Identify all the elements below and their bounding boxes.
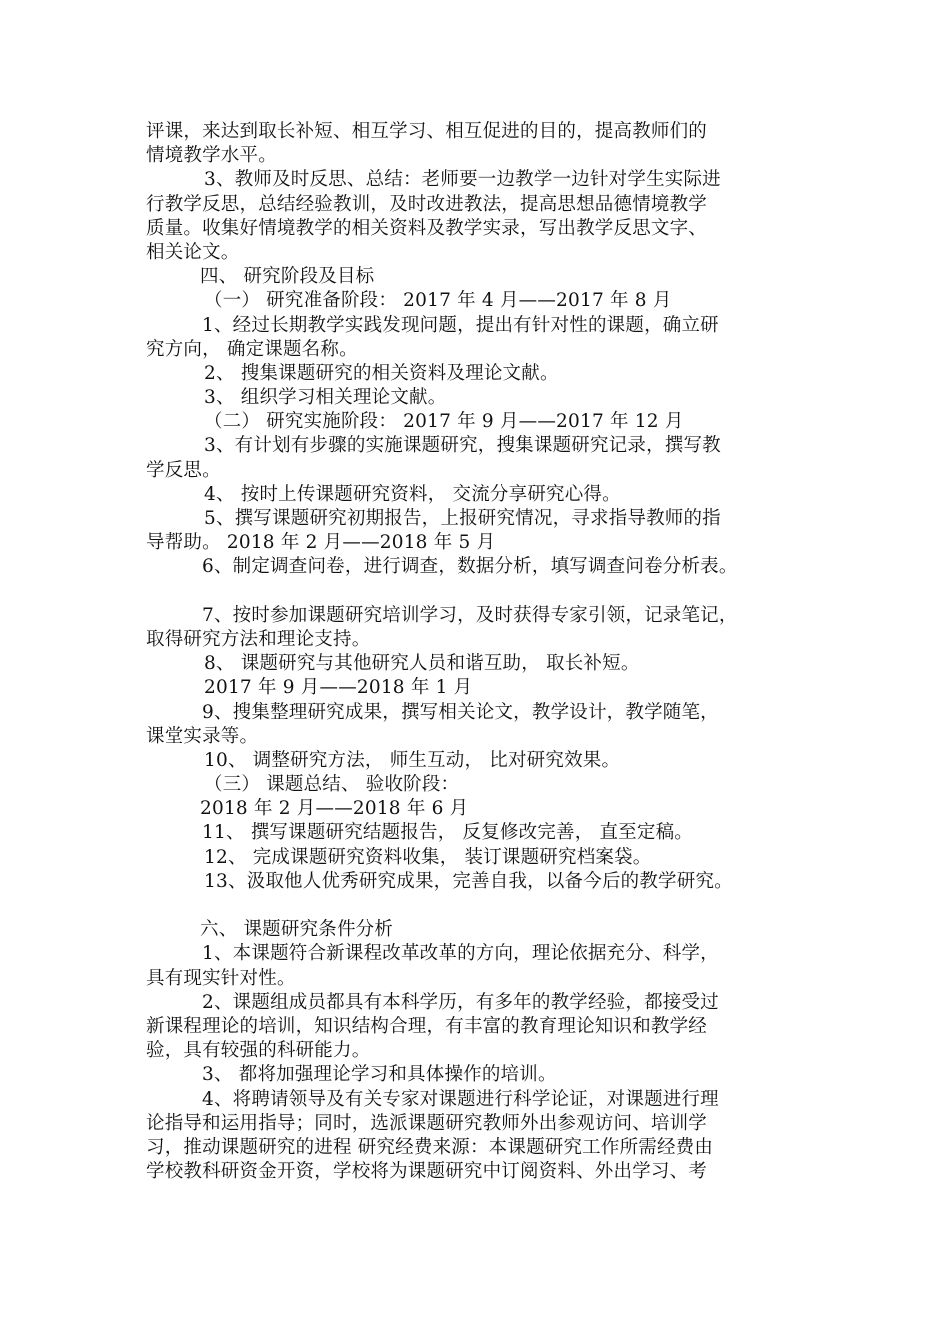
document-line: 3、 都将加强理论学习和具体操作的培训。 bbox=[202, 1064, 557, 1086]
document-line: 2、课题组成员都具有本科学历，有多年的教学经验，都接受过 bbox=[202, 991, 719, 1013]
document-line: 1、本课题符合新课程改革改革的方向，理论依据充分、科学， bbox=[202, 943, 719, 965]
document-line: 2、 搜集课题研究的相关资料及理论文献。 bbox=[204, 362, 559, 384]
document-line bbox=[146, 580, 836, 604]
document-line: 情境教学水平。 bbox=[146, 145, 277, 167]
document-line: 论指导和运用指导；同时，选派课题研究教师外出参观访问、培训学 bbox=[146, 1112, 708, 1134]
document-line: 6、制定调查问卷，进行调查，数据分析，填写调查问卷分析表。 bbox=[202, 556, 738, 578]
document-line: 1、经过长期教学实践发现问题，提出有针对性的课题，确立研 bbox=[202, 314, 719, 336]
document-line: 相关论文。 bbox=[146, 241, 240, 263]
document-line: 2018 年 2 月——2018 年 6 月 bbox=[200, 798, 469, 820]
document-line: 7、按时参加课题研究培训学习，及时获得专家引领，记录笔记， bbox=[202, 604, 738, 626]
document-line: 六、 课题研究条件分析 bbox=[200, 919, 394, 941]
document-line: 取得研究方法和理论支持。 bbox=[146, 628, 371, 650]
document-line: 四、 研究阶段及目标 bbox=[200, 266, 375, 288]
document-line: 课堂实录等。 bbox=[146, 725, 259, 747]
document-line: 质量。收集好情境教学的相关资料及教学实录，写出教学反思文字、 bbox=[146, 217, 708, 239]
document-line: 3、教师及时反思、总结：老师要一边教学一边针对学生实际进 bbox=[204, 169, 721, 191]
document-line: 评课，来达到取长补短、相互学习、相互促进的目的，提高教师们的 bbox=[146, 121, 708, 142]
document-line: 学反思。 bbox=[146, 459, 221, 481]
document-line: （二） 研究实施阶段： 2017 年 9 月——2017 年 12 月 bbox=[204, 411, 684, 433]
document-line: （三） 课题总结、 验收阶段： bbox=[204, 774, 460, 796]
document-line: 习，推动课题研究的进程 研究经费来源：本课题研究工作所需经费由 bbox=[146, 1136, 714, 1158]
document-line: 新课程理论的培训，知识结构合理，有丰富的教育理论知识和教学经 bbox=[146, 1015, 708, 1037]
document-line: 具有现实针对性。 bbox=[146, 967, 296, 989]
document-line: 4、 按时上传课题研究资料， 交流分享研究心得。 bbox=[204, 483, 621, 505]
document-line: 5、撰写课题研究初期报告，上报研究情况，寻求指导教师的指 bbox=[204, 508, 721, 529]
document-line: （一） 研究准备阶段： 2017 年 4 月——2017 年 8 月 bbox=[204, 290, 672, 312]
document-line: 11、 撰写课题研究结题报告， 反复修改完善， 直至定稿。 bbox=[202, 822, 693, 844]
document-body bbox=[146, 120, 836, 1184]
document-line: 导帮助。 2018 年 2 月——2018 年 5 月 bbox=[146, 532, 496, 554]
document-line: 3、 组织学习相关理论文献。 bbox=[204, 387, 447, 409]
document-line: 13、汲取他人优秀研究成果，完善自我，以备今后的教学研究。 bbox=[204, 870, 733, 892]
document-line: 学校教科研资金开资，学校将为课题研究中订阅资料、外出学习、考 bbox=[146, 1161, 708, 1183]
document-line: 验，具有较强的科研能力。 bbox=[146, 1040, 371, 1062]
document-line: 9、搜集整理研究成果，撰写相关论文，教学设计，教学随笔， bbox=[202, 701, 719, 723]
document-line: 2017 年 9 月——2018 年 1 月 bbox=[204, 677, 473, 699]
document-line: 12、 完成课题研究资料收集， 装订课题研究档案袋。 bbox=[204, 846, 652, 868]
document-line: 4、将聘请领导及有关专家对课题进行科学论证，对课题进行理 bbox=[202, 1088, 719, 1110]
document-line: 3、有计划有步骤的实施课题研究，搜集课题研究记录，撰写教 bbox=[204, 435, 721, 457]
document-line: 8、 课题研究与其他研究人员和谐互助， 取长补短。 bbox=[204, 653, 640, 675]
document-line bbox=[146, 894, 836, 918]
document-line: 10、 调整研究方法， 师生互动， 比对研究效果。 bbox=[204, 749, 621, 771]
document-line: 行教学反思，总结经验教训，及时改进教法，提高思想品德情境教学 bbox=[146, 193, 708, 215]
document-line: 究方向， 确定课题名称。 bbox=[146, 338, 358, 360]
